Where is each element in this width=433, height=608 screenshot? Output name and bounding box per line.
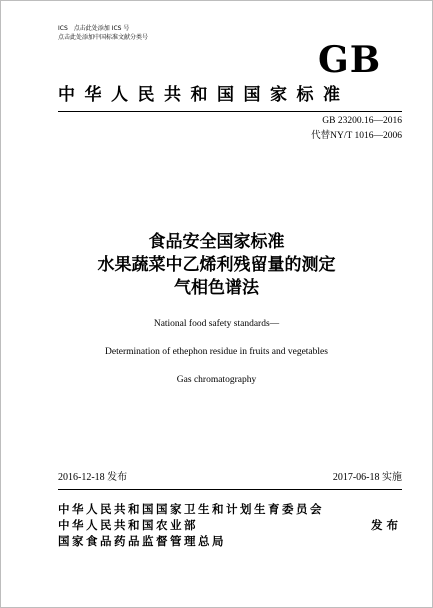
- category-code-line: 点击此处添加中国标准文献分类号: [58, 34, 149, 41]
- ics-code-line: ICS 点击此处添加 ICS 号: [58, 25, 130, 32]
- title-en-line1: National food safety standards—: [153, 319, 280, 329]
- issue-date: 2016-12-18 发布: [58, 472, 128, 483]
- title-cn-line2: 水果蔬菜中乙烯利残留量的测定: [97, 255, 336, 275]
- title-cn-line1: 食品安全国家标准: [148, 232, 285, 252]
- issuer-line3: 国家食品药品监督管理总局: [58, 534, 226, 548]
- gb-logo: GB: [318, 39, 382, 81]
- title-en-line3: Gas chromatography: [176, 375, 257, 385]
- issuer-line2: 中华人民共和国农业部: [58, 518, 198, 532]
- replaces-standard: 代替NY/T 1016—2006: [311, 131, 402, 141]
- implementation-date: 2017-06-18 实施: [332, 472, 402, 483]
- issuer-line1: 中华人民共和国国家卫生和计划生育委员会: [58, 502, 324, 516]
- title-cn-line3: 气相色谱法: [174, 278, 259, 298]
- footer-divider: [58, 489, 402, 490]
- national-standard-heading: 中华人民共和国国家标准: [58, 85, 350, 105]
- title-en-line2: Determination of ethephon residue in fruits and vegetables: [105, 347, 328, 357]
- header-divider: [58, 111, 402, 112]
- standard-number: GB 23200.16—2016: [322, 116, 402, 126]
- publish-label: 发布: [371, 518, 402, 532]
